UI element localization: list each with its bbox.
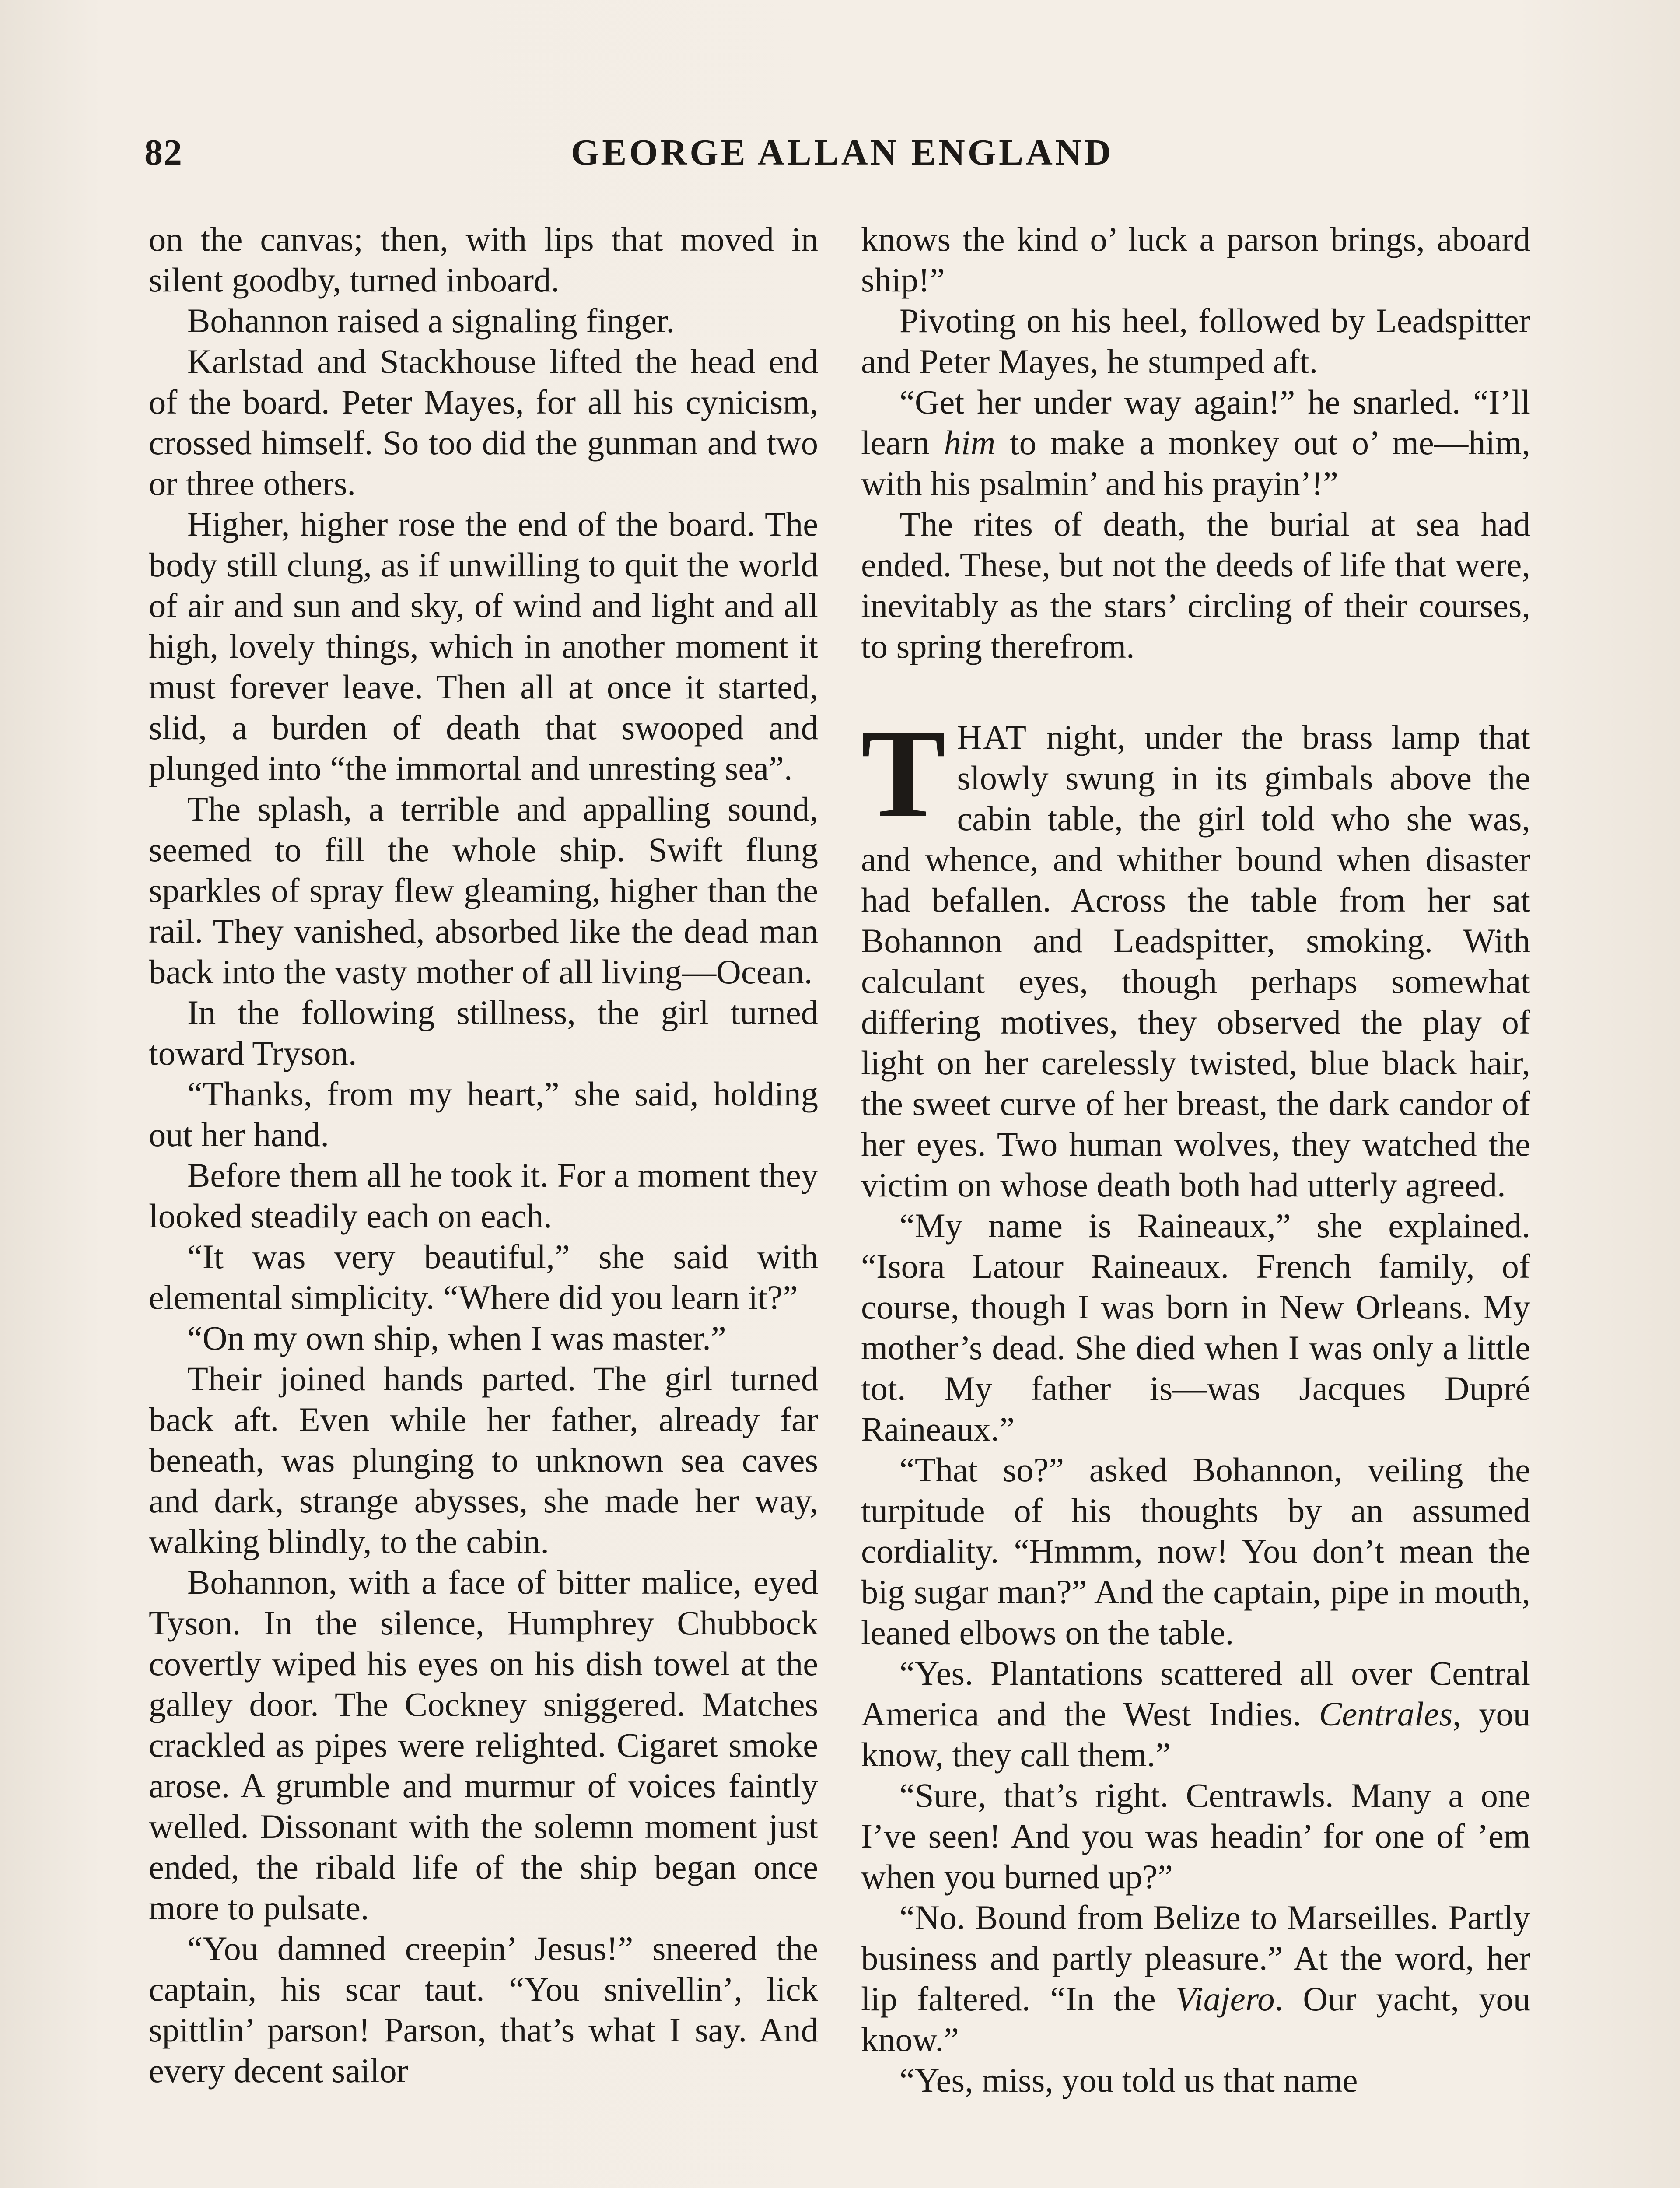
text-run: . Our yacht, you know.” [861, 1980, 1530, 2058]
page-number: 82 [144, 132, 183, 173]
paragraph: “You damned creepin’ Jesus!” sneered the captain, his scar taut. “You snivellin’, lick spittlin’ parson! Parson, that’s what I say. And every decent sailor [149, 1929, 818, 2090]
lead-in: HAT [957, 718, 1028, 756]
paragraph: Before them all he took it. For a moment they looked steadily each on each. [149, 1156, 818, 1235]
text-run: “Yes. Plantations scattered all over Central America and the West Indies. [861, 1654, 1530, 1733]
paragraph: “That so?” asked Bohannon, veiling the turpitude of his thoughts by an assumed cordiality. “Hmmm, now! You don’t mean the big sugar man?” And the captain, pipe in mouth, leaned elbows on the table. [861, 1451, 1530, 1652]
paragraph: Their joined hands parted. The girl turned back aft. Even while her father, already far beneath, was plunging to unknown sea caves and dark, strange abysses, she made her way, walking blindly, to the cabin. [149, 1360, 818, 1560]
paragraph: In the following stillness, the girl turned toward Tryson. [149, 993, 818, 1072]
paragraph: “Thanks, from my heart,” she said, holding out her hand. [149, 1075, 818, 1154]
paragraph: Karlstad and Stackhouse lifted the head end of the board. Peter Mayes, for all his cynicism, crossed himself. So too did the gunman and two or three others. [149, 342, 818, 502]
text-run: “No. Bound from Belize to Marseilles. Partly business and partly pleasure.” At the word, her lip faltered. “In the [861, 1898, 1530, 2018]
paragraph: “Yes, miss, you told us that name [900, 2061, 1358, 2099]
paragraph: The splash, a terrible and appalling sound, seemed to fill the whole ship. Swift flung sparkles of spray flew gleaming, higher than the rail. They vanished, absorbed like the dead man back into the vasty mother of all living—Ocean. [149, 790, 818, 991]
emphasis: Centrales [1319, 1695, 1453, 1733]
section-opening-paragraph [861, 703, 1530, 1205]
paragraph: Bohannon raised a signaling finger. [187, 302, 675, 340]
running-head: GEORGE ALLAN ENGLAND [570, 132, 1114, 173]
paragraph: “On my own ship, when I was master.” [187, 1319, 726, 1357]
paragraph: The rites of death, the burial at sea had ended. These, but not the deeds of life that were, inevitably as the stars’ circling of their courses, to spring therefrom. [861, 505, 1530, 665]
paragraph: “It was very beautiful,” she said with elemental simplicity. “Where did you learn it?” [149, 1238, 818, 1316]
text-run: , you know, they call them.” [861, 1695, 1530, 1774]
paragraph: Pivoting on his heel, followed by Leadspitter and Peter Mayes, he stumped aft. [861, 302, 1530, 380]
right-column [861, 219, 1530, 2188]
paragraph: knows the kind o’ luck a parson brings, aboard ship!” [861, 220, 1530, 299]
paragraph: Higher, higher rose the end of the board. The body still clung, as if unwilling to quit the world of air and sun and sky, of wind and light and all high, lovely things, which in another moment it must forever leave. Then all at once it started, slid, a burden of death that swooped and plunged into “the immortal and unresting sea”. [149, 505, 818, 787]
page-header [144, 131, 1540, 179]
paragraph: “Sure, that’s right. Centrawls. Many a one I’ve seen! And you was headin’ for one of ’em when you burned up?” [861, 1776, 1530, 1896]
drop-cap: T [861, 703, 946, 844]
paragraph [861, 382, 1530, 504]
emphasis: him [944, 424, 996, 462]
text-run: night, under the brass lamp that slowly swung in its gimbals above the cabin table, the girl told who she was, and whence, and whither bound when disaster had befallen. Across the table from her sat Bohannon and Leadspitter, smoking. With calculant eyes, though perhaps somewhat differing motives, they observed the play of light on her carelessly twisted, blue black hair, the sweet curve of her breast, the dark candor of her eyes. Two human wolves, they watched the victim on whose death both had utterly agreed. [861, 718, 1530, 1204]
paragraph [861, 1653, 1530, 1775]
text-run: “Get her under way again!” he snarled. “I’ll learn [861, 383, 1530, 462]
text-run: to make a monkey out o’ me—him, with his psalmin’ and his prayin’!” [861, 424, 1530, 502]
paragraph [861, 1897, 1530, 2060]
paragraph: Bohannon, with a face of bitter malice, eyed Tyson. In the silence, Humphrey Chubbock covertly wiped his eyes on his dish towel at the galley door. The Cockney sniggered. Matches crackled as pipes were relighted. Cigaret smoke arose. A grumble and murmur of voices faintly welled. Dissonant with the solemn moment just ended, the ribald life of the ship began once more to pulsate. [149, 1563, 818, 1927]
paragraph: on the canvas; then, with lips that moved in silent goodby, turned inboard. [149, 220, 818, 299]
paragraph: “My name is Raineaux,” she explained. “Isora Latour Raineaux. French family, of course, though I was born in New Orleans. My mother’s dead. She died when I was only a little tot. My father is—was Jacques Dupré Raineaux.” [861, 1206, 1530, 1448]
left-column [149, 219, 818, 2188]
emphasis: Viajero [1175, 1980, 1275, 2018]
